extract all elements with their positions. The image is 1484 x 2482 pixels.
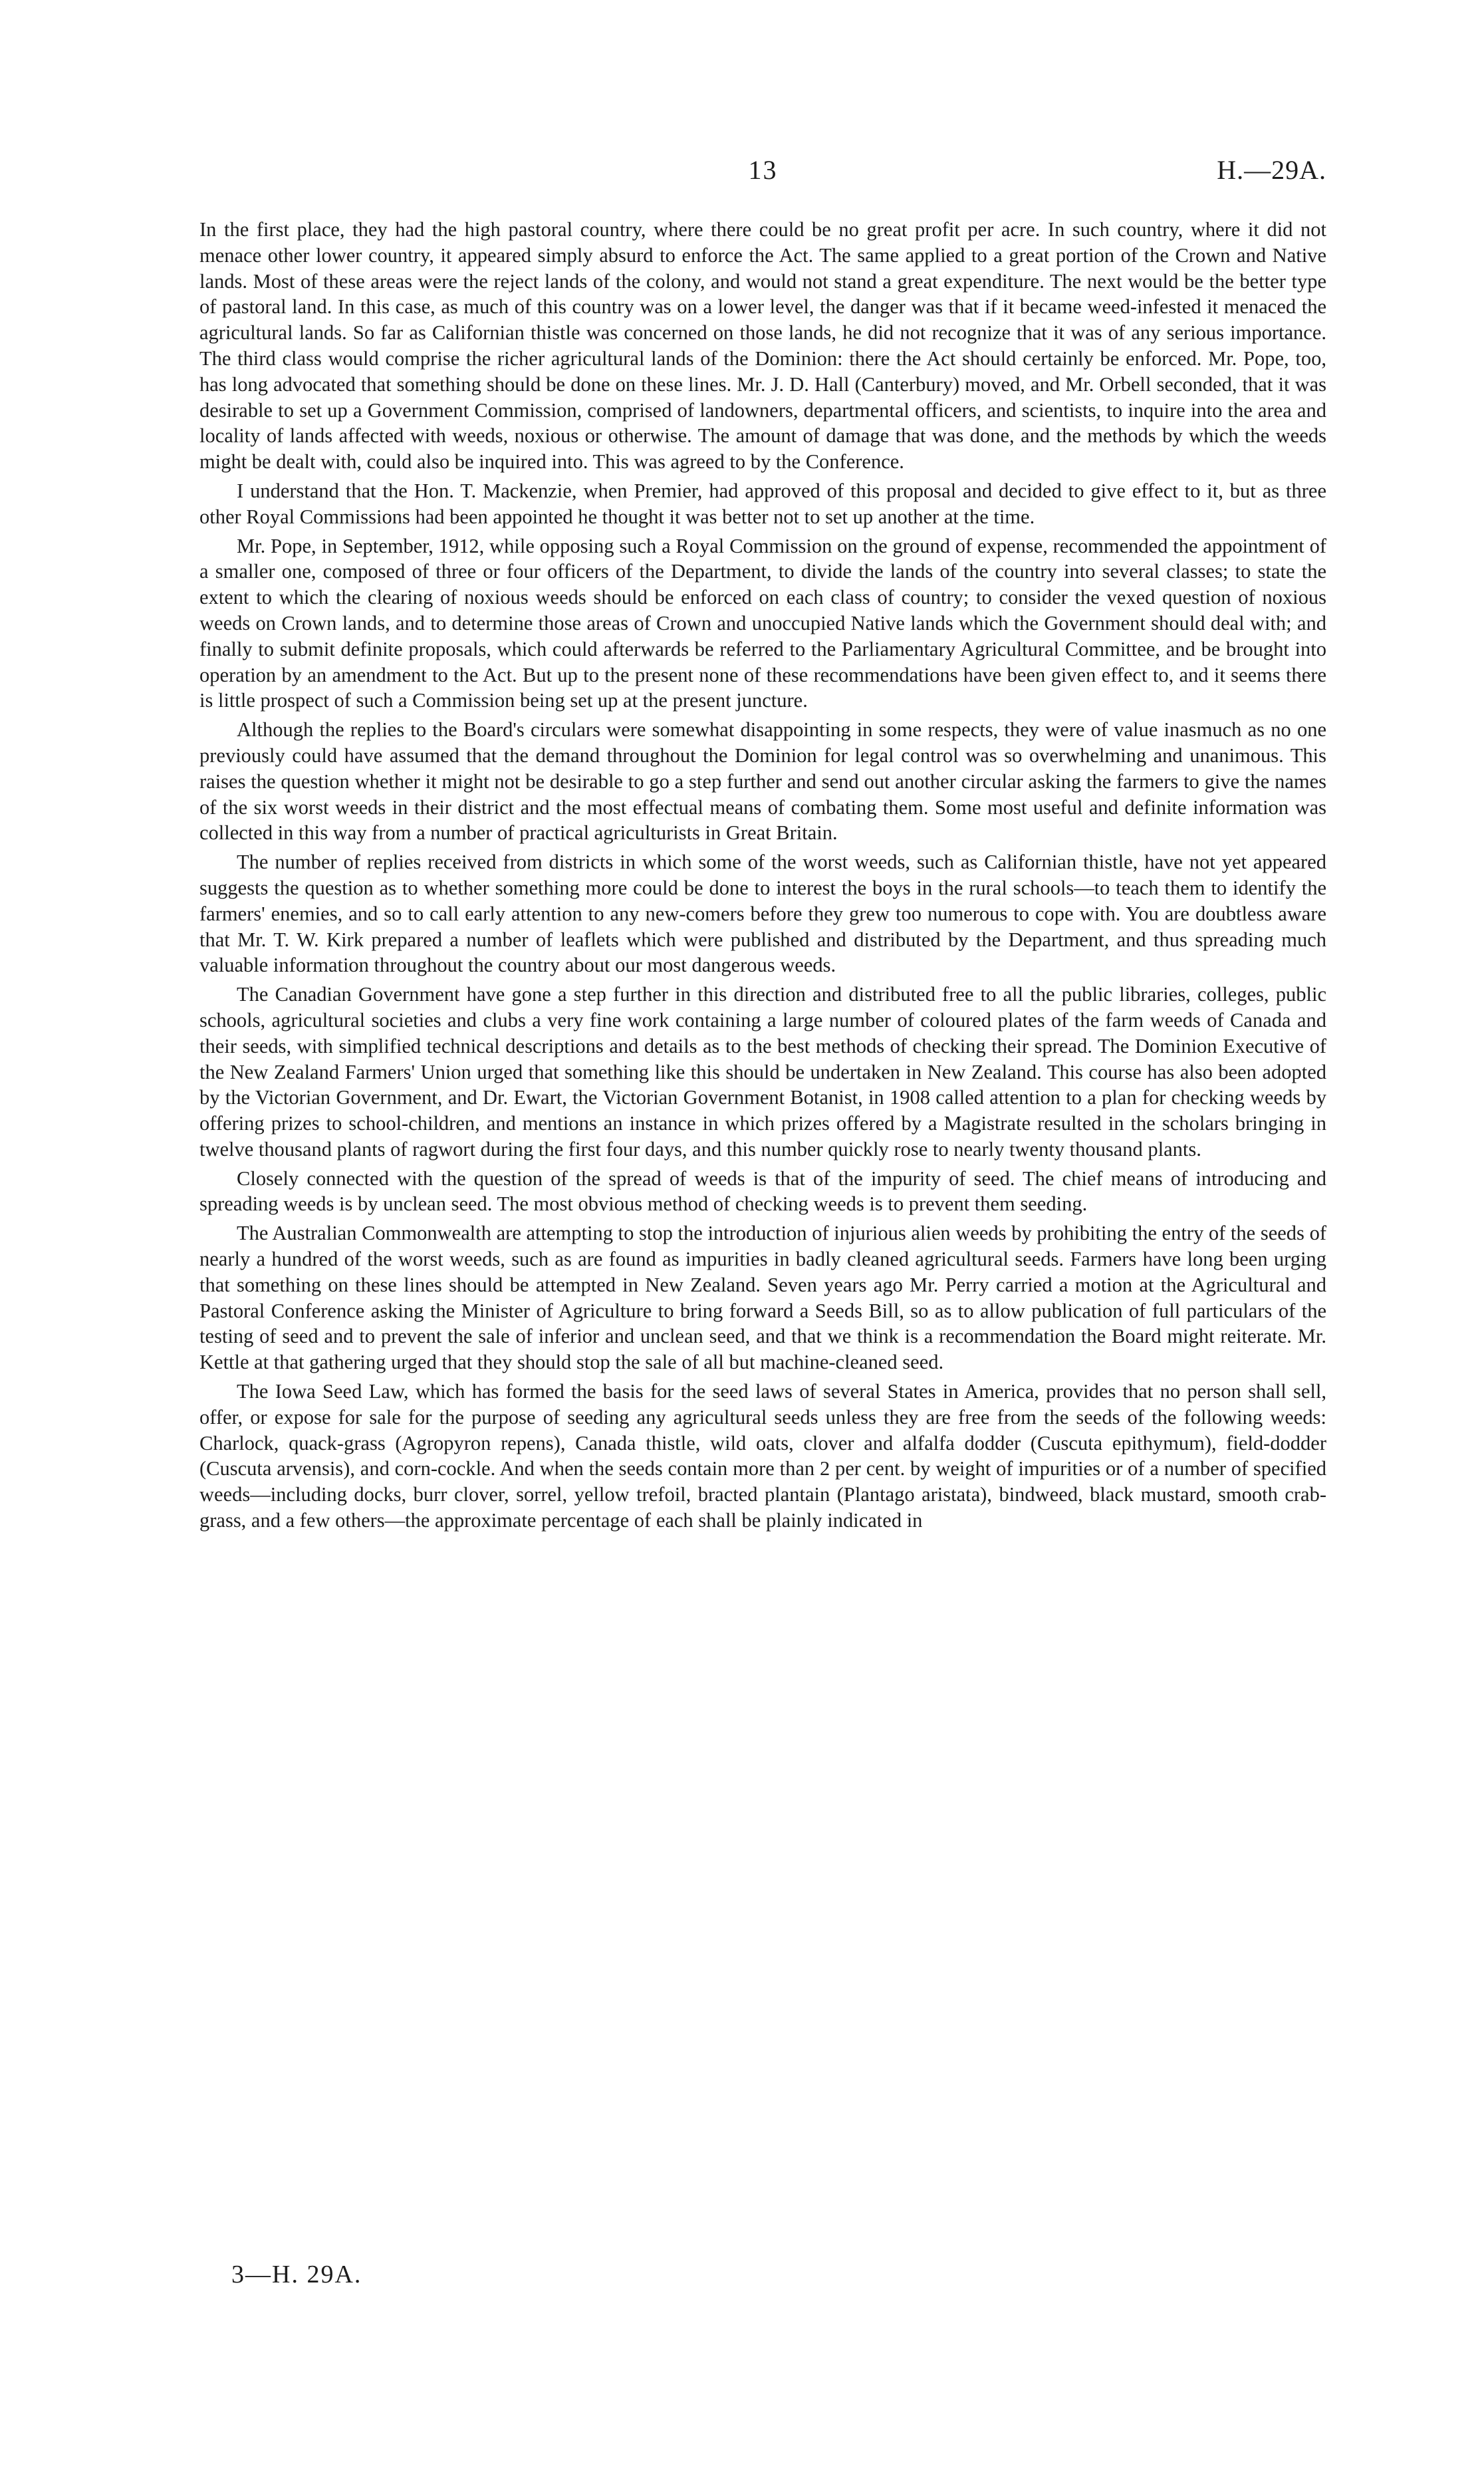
paragraph: Although the replies to the Board's circulars were somewhat disappointing in some respects, they were of value inasmuch as no one previously could have assumed that the demand throughout the Dominion for legal control was so overwhelming and unanimous. This raises the question whether it might not be desirable to go a step further and send out another circular asking the farmers to give the names of the six worst weeds in their district and the most effectual means of combating them. Some most useful and definite information was collected in this way from a number of practical agriculturists in Great Britain. <box>199 718 1326 845</box>
signature-mark: 3—H. 29A. <box>231 2261 362 2288</box>
paragraph: Mr. Pope, in September, 1912, while opposing such a Royal Commission on the ground of expense, recommended the appointment of a smaller one, composed of three or four officers of the Department, to divide the lands of the country into several classes; to state the extent to which the clearing of noxious weeds should be enforced on each class of country; to consider the vexed question of noxious weeds on Crown lands, and to determine those areas of Crown and unoccupied Native lands which the Government should deal with; and finally to submit definite proposals, which could afterwards be referred to the Parliamentary Agricultural Committee, and be brought into operation by an amendment to the Act. But up to the present none of these recommendations have been given effect to, and it seems there is little prospect of such a Commission being set up at the present juncture. <box>199 534 1326 712</box>
body-text <box>199 217 1326 1534</box>
page-header <box>199 154 1326 194</box>
paragraph: I understand that the Hon. T. Mackenzie, when Premier, had approved of this proposal and decided to give effect to it, but as three other Royal Commissions had been appointed he thought it was better not to set up another at the time. <box>199 479 1326 528</box>
paragraph: The Canadian Government have gone a step further in this direction and distributed free to all the public libraries, colleges, public schools, agricultural societies and clubs a very fine work containing a large number of coloured plates of the farm weeds of Canada and their seeds, with simplified technical descriptions and details as to the best methods of checking their spread. The Dominion Executive of the New Zealand Farmers' Union urged that something like this should be undertaken in New Zealand. This course has also been adopted by the Victorian Government, and Dr. Ewart, the Victorian Government Botanist, in 1908 called attention to a plan for checking weeds by offering prizes to school-children, and mentions an instance in which prizes offered by a Magistrate resulted in the scholars bringing in twelve thousand plants of ragwort during the first four days, and this number quickly rose to nearly twenty thousand plants. <box>199 983 1326 1161</box>
paragraph: In the first place, they had the high pastoral country, where there could be no great profit per acre. In such country, where it did not menace other lower country, it appeared simply absurd to enforce the Act. The same applied to a great portion of the Crown and Native lands. Most of these areas were the reject lands of the colony, and would not stand a great expenditure. The next would be the better type of pastoral land. In this case, as much of this country was on a lower level, the danger was that if it became weed-infested it menaced the agricultural lands. So far as Californian thistle was concerned on those lands, he did not recognize that it was of any serious importance. The third class would comprise the richer agricultural lands of the Dominion: there the Act should certainly be enforced. Mr. Pope, too, has long advocated that something should be done on these lines. Mr. J. D. Hall (Canterbury) moved, and Mr. Orbell seconded, that it was desirable to set up a Government Commission, comprised of landowners, departmental officers, and scientists, to inquire into the area and locality of lands affected with weeds, noxious or otherwise. The amount of damage that was done, and the methods by which the weeds might be dealt with, could also be inquired into. This was agreed to by the Conference. <box>199 218 1326 474</box>
paragraph: The number of replies received from districts in which some of the worst weeds, such as Californian thistle, have not yet appeared suggests the question as to whether something more could be done to interest the boys in the rural schools—to teach them to identify the farmers' enemies, and so to call early attention to any new-comers before they grew too numerous to cope with. You are doubtless aware that Mr. T. W. Kirk prepared a number of leaflets which were published and distributed by the Department, and thus spreading much valuable information throughout the country about our most dangerous weeds. <box>199 851 1326 977</box>
page-number: 13 <box>748 155 778 185</box>
paragraph: The Iowa Seed Law, which has formed the basis for the seed laws of several States in America, provides that no person shall sell, offer, or expose for sale for the purpose of seeding any agricultural seeds unless they are free from the seeds of the following weeds: Charlock, quack-grass (Agropyron repens), Canada thistle, wild oats, clover and alfalfa dodder (Cuscuta epithymum), field-dodder (Cuscuta arvensis), and corn-cockle. And when the seeds contain more than 2 per cent. by weight of impurities or of a number of specified weeds—including docks, burr clover, sorrel, yellow trefoil, bracted plantain (Plantago aristata), bindweed, black mustard, smooth crab-grass, and a few others—the approximate percentage of each shall be plainly indicated in <box>199 1380 1326 1532</box>
document-reference: H.—29A. <box>1217 155 1326 185</box>
paragraph: The Australian Commonwealth are attempting to stop the introduction of injurious alien weeds by prohibiting the entry of the seeds of nearly a hundred of the worst weeds, such as are found as impurities in badly cleaned agricultural seeds. Farmers have long been urging that something on these lines should be attempted in New Zealand. Seven years ago Mr. Perry carried a motion at the Agricultural and Pastoral Conference asking the Minister of Agriculture to bring forward a Seeds Bill, so as to allow publication of full particulars of the testing of seed and to prevent the sale of inferior and unclean seed, and that we think is a recommendation the Board might reiterate. Mr. Kettle at that gathering urged that they should stop the sale of all but machine-cleaned seed. <box>199 1222 1326 1374</box>
paragraph: Closely connected with the question of the spread of weeds is that of the impurity of seed. The chief means of introducing and spreading weeds is by unclean seed. The most obvious method of checking weeds is to prevent them seeding. <box>199 1167 1326 1216</box>
